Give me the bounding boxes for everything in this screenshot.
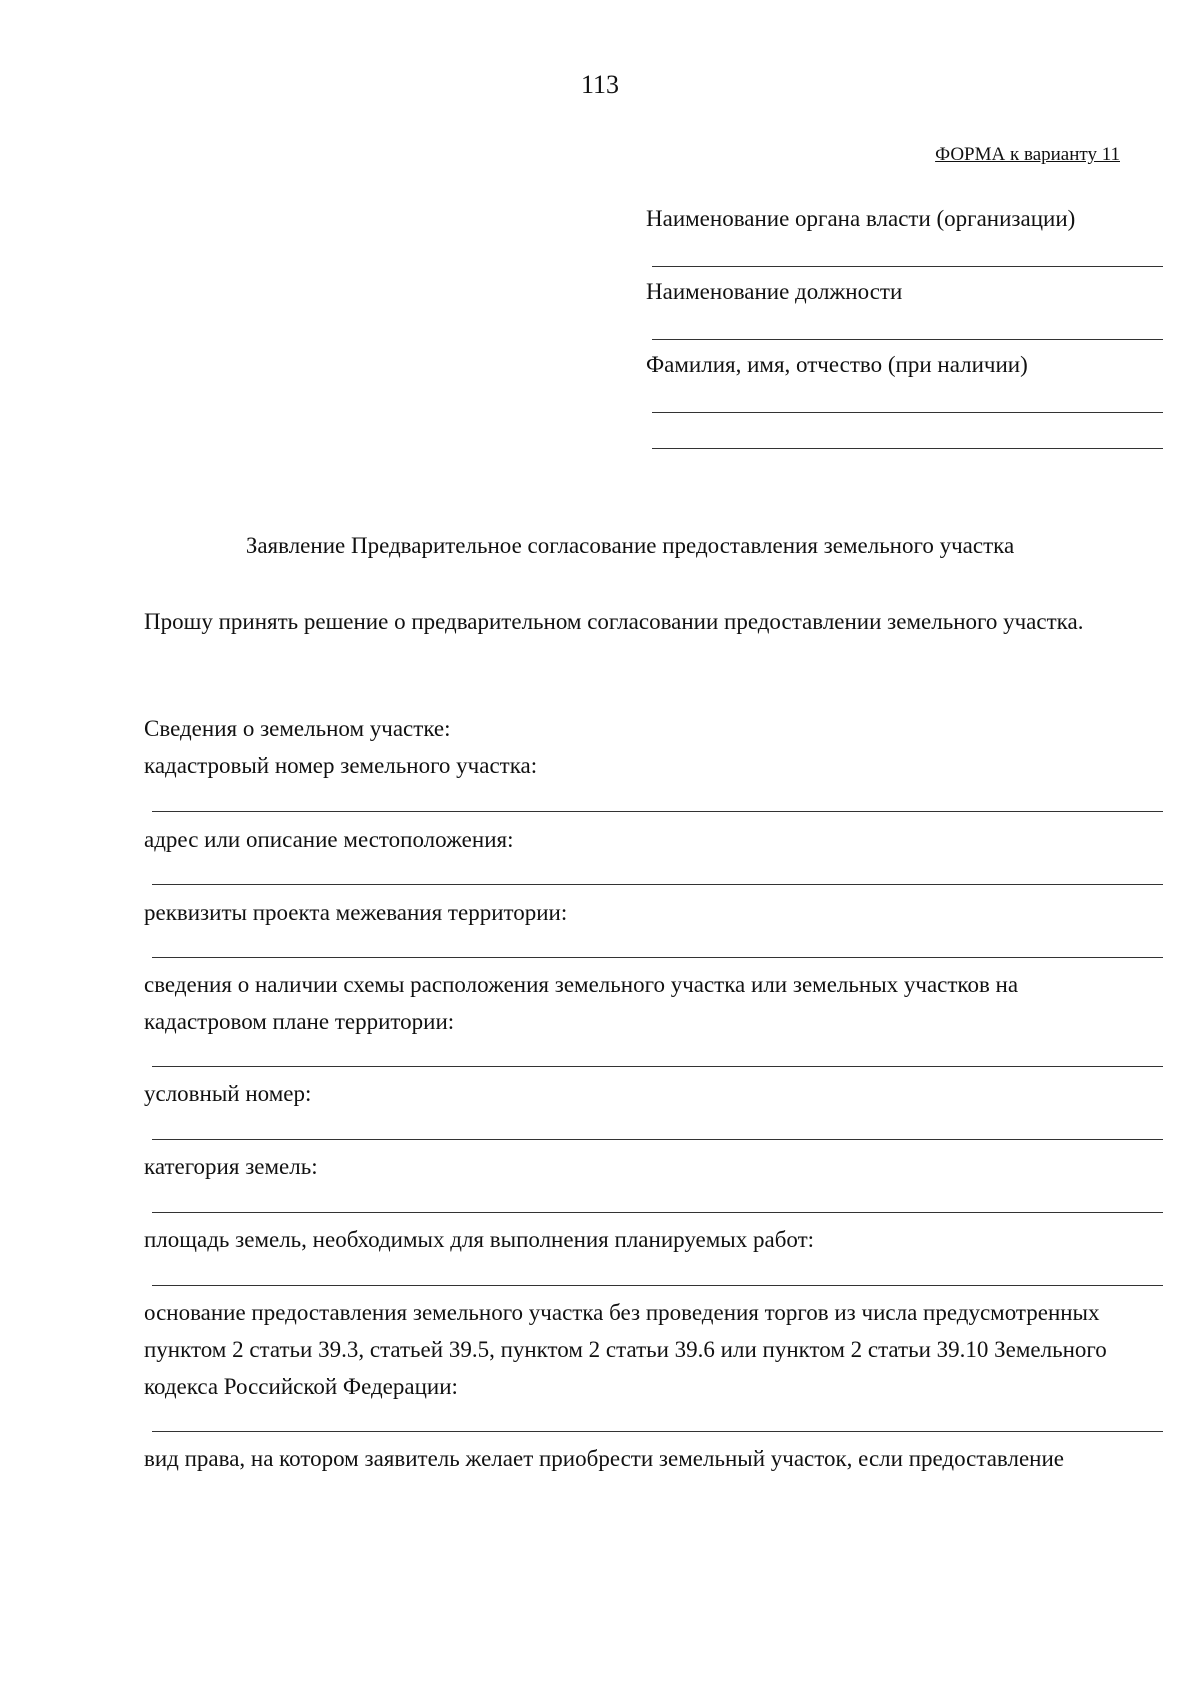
cadastral-number-label: кадастровый номер земельного участка: <box>144 753 538 778</box>
land-category-label: категория земель: <box>144 1154 318 1179</box>
survey-project-line <box>152 957 1163 958</box>
recipient-org-label: Наименование органа власти (организации) <box>646 206 1076 231</box>
area-label: площадь земель, необходимых для выполнения планируемых работ: <box>144 1227 815 1252</box>
basis-label: основание предоставления земельного участка без проведения торгов из числа предусмотренных пунктом 2 статьи 39.3, статьей 39.5, пунктом 2 статьи 39.6 или пунктом 2 статьи 39.10 Земельного кодекса Российской Федерации: <box>144 1300 1107 1399</box>
conditional-number-line <box>152 1139 1163 1140</box>
survey-project-label: реквизиты проекта межевания территории: <box>144 900 568 925</box>
form-note: ФОРМА к варианту 11 <box>935 144 1120 165</box>
page-number: 113 <box>580 70 620 99</box>
area-line <box>152 1285 1163 1286</box>
section-header: Сведения о земельном участке: <box>144 716 451 741</box>
recipient-position-line <box>652 339 1163 340</box>
recipient-org-line <box>652 266 1163 267</box>
address-label: адрес или описание местоположения: <box>144 827 514 852</box>
recipient-name-label: Фамилия, имя, отчество (при наличии) <box>646 352 1028 377</box>
address-line <box>152 884 1163 885</box>
recipient-name-line-1 <box>652 412 1163 413</box>
document-title: Заявление Предварительное согласование предоставления земельного участка <box>245 533 1015 558</box>
right-type-label: вид права, на котором заявитель желает приобрести земельный участок, если предоставление <box>144 1446 1064 1471</box>
conditional-number-label: условный номер: <box>144 1081 312 1106</box>
recipient-position-label: Наименование должности <box>646 279 903 304</box>
recipient-name-line-2 <box>652 448 1163 449</box>
layout-scheme-label: сведения о наличии схемы расположения земельного участка или земельных участков на кадастровом плане территории: <box>144 972 1019 1034</box>
request-text: Прошу принять решение о предварительном согласовании предоставлении земельного участка. <box>144 609 1084 634</box>
basis-line <box>152 1431 1163 1432</box>
layout-scheme-line <box>152 1066 1163 1067</box>
cadastral-number-line <box>152 811 1163 812</box>
land-category-line <box>152 1212 1163 1213</box>
